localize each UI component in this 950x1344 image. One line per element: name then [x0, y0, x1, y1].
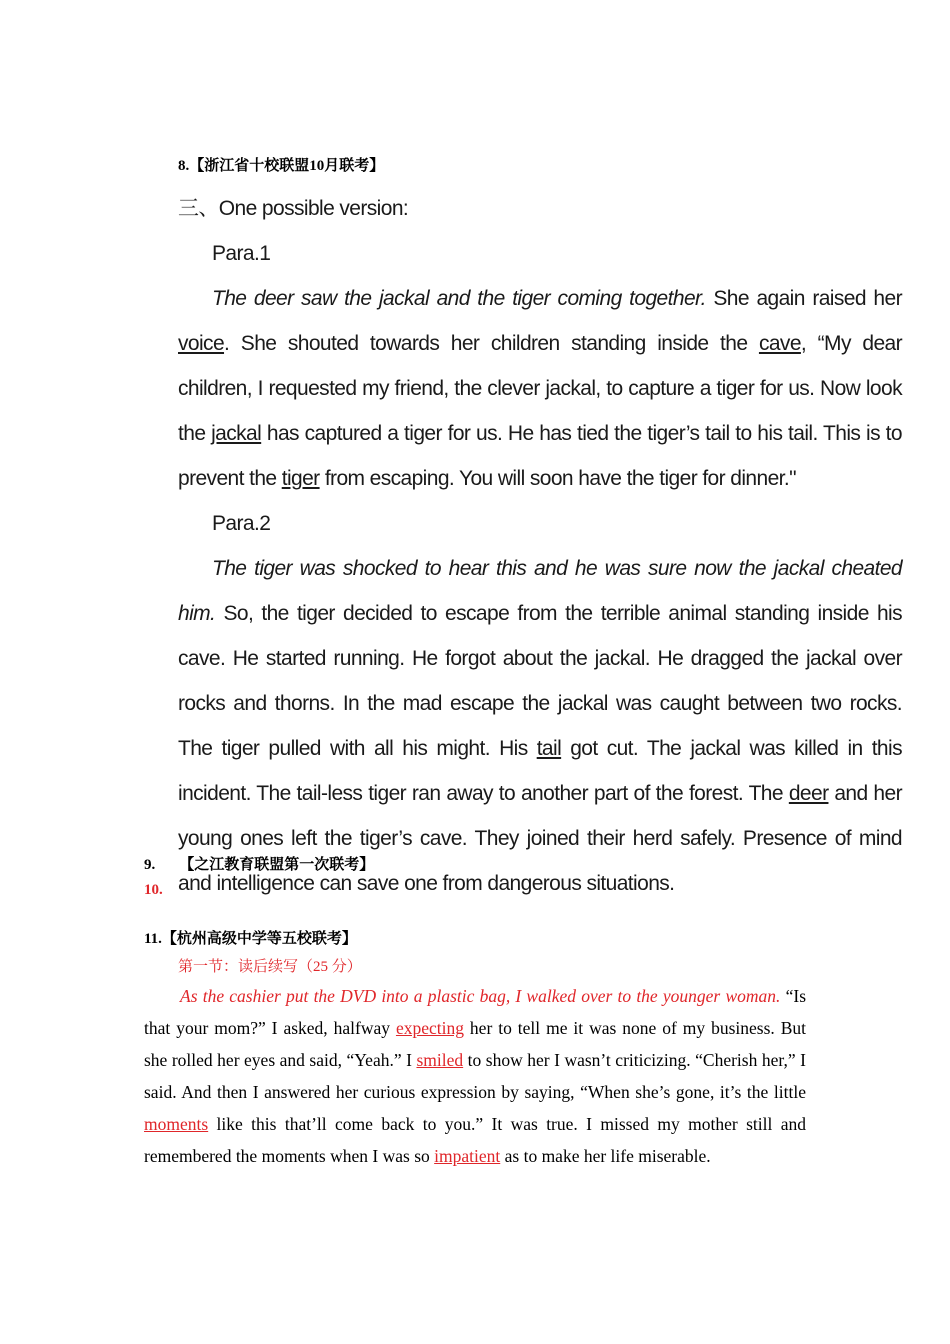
q11-section-label: 第一节：读后续写（25 分） [178, 959, 362, 975]
para2-text: The tiger was shocked to hear this and he was sure now the jackal cheated him. So, the tiger decided to escape from the terrible animal standing inside his cave. He started running. He forgot about the jackal. He dragged the jackal over rocks and thorns. In the mad escape the jackal was caught between two rocks. The tiger pulled with all his might. His tail got cut. The jackal was killed in this incident. The tail-less tiger ran away to another part of the forest. The deer and her young ones left the tiger’s cave. They joined their herd safely. Presence of mind and intelligence can save one from dangerous situations. [178, 557, 902, 895]
para2-label: Para.2 [212, 512, 271, 535]
blank-answer: jackal [211, 422, 262, 445]
para1-text: The deer saw the jackal and the tiger coming together. She again raised her voice. She shouted towards her children standing inside the cave, “My dear children, I requested my friend, the clever jackal, to capture a tiger for us. Now look the jackal has captured a tiger for us. He has tied the tiger’s tail to his tail. This is to prevent the tiger from escaping. You will soon have the tiger for dinner." [178, 287, 902, 490]
para2-intro: The tiger was shocked to hear this and he was sure now the jackal cheated him. [178, 557, 902, 625]
para1-intro: The deer saw the jackal and the tiger coming together. [212, 287, 706, 310]
blank-answer: expecting [395, 1018, 464, 1038]
q8-title: 三、One possible version: [178, 197, 409, 220]
q8-scanned-essay [178, 186, 902, 906]
blank-answer: smiled [416, 1050, 464, 1070]
blank-answer: voice [178, 332, 225, 355]
blank-answer: tail [536, 737, 562, 760]
blank-answer: cave [758, 332, 801, 355]
q9-title: 【之江教育联盟第一次联考】 [179, 857, 375, 873]
para1-label: Para.1 [212, 242, 271, 265]
blank-answer: tiger [281, 467, 320, 490]
q8-header: 8.【浙江省十校联盟10月联考】 [178, 158, 385, 174]
q10-number: 10. [144, 882, 163, 898]
q11-text: As the cashier put the DVD into a plastic bag, I walked over to the younger woman. “Is that your mom?” I asked, halfway expecting her to tell me it was none of my business. But she rolled her eyes and said, “Yeah.” I smiled to show her I wasn’t criticizing. “Cherish her,” I said. And then I answered her curious expression by saying, “When she’s gone, it’s the little moments like this that’ll come back to you.” It was true. I missed my mother still and remembered the moments when I was so impatient as to make her life miserable. [144, 986, 806, 1166]
q9-header [144, 855, 374, 875]
q9-number: 9. [144, 857, 156, 873]
blank-answer: deer [788, 782, 829, 805]
q11-intro: As the cashier put the DVD into a plastic bag, I walked over to the younger woman. [180, 986, 781, 1006]
q11-header: 11.【杭州高级中学等五校联考】 [144, 931, 357, 947]
blank-answer: moments [144, 1114, 209, 1134]
blank-answer: impatient [434, 1146, 501, 1166]
q11-essay [144, 980, 806, 1172]
